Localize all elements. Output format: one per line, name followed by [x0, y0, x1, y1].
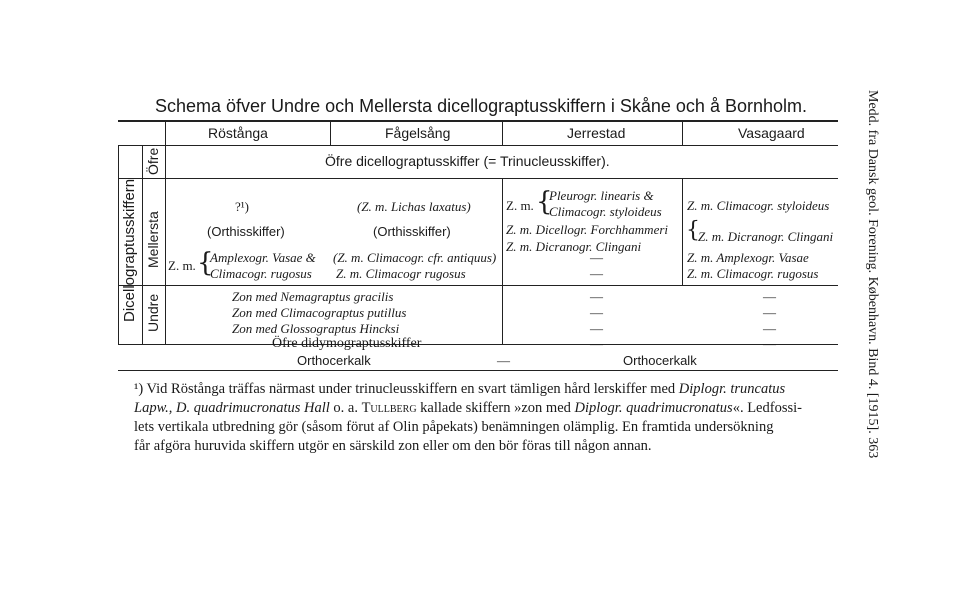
- rostanga-climacogr: Climacogr. rugosus: [210, 266, 312, 281]
- vasagaard-undre-dash-2: —: [763, 305, 776, 320]
- jerrestad-dash-2: —: [590, 266, 603, 281]
- running-head: Medd. fra Dansk geol. Forening. København. Bind 4. [1915]. 363: [865, 90, 880, 459]
- didymo-dash-jerrestad: —: [590, 336, 603, 351]
- didymograptusskiffer: Öfre didymograptusskiffer: [272, 336, 422, 351]
- jerrestad-forchhammeri: Z. m. Dicellogr. Forchhammeri: [506, 222, 669, 237]
- rostanga-amplexogr: Amplexogr. Vasae &: [210, 250, 316, 265]
- col-header-jerrestad: Jerrestad: [567, 125, 626, 141]
- col-header-vasagaard: Vasagaard: [738, 125, 805, 141]
- footnote-taxon: Lapw., D. quadrimucronatus Hall: [134, 400, 330, 416]
- fagelsang-antiquus: (Z. m. Climacogr. cfr. antiquus): [333, 250, 497, 265]
- ofre-row-rule: [118, 178, 838, 179]
- footnote-text: kallade skiffern »zon med: [416, 400, 575, 416]
- undre-row-rule: [118, 344, 838, 345]
- vasagaard-brace: {: [686, 218, 700, 243]
- footnote-line-3: lets vertikala utbredning gör (såsom förut af Olin påpekats) benämningen olämplig. En framtida undersökning: [134, 419, 774, 435]
- footnote-text: «. Ledfossi-: [732, 400, 802, 416]
- undre-zon-nemagraptus: Zon med Nemagraptus gracilis: [232, 289, 394, 304]
- rostanga-brace: {: [197, 248, 214, 278]
- table-bottom-rule: [118, 370, 838, 371]
- footnote-author: Tullberg: [361, 400, 417, 416]
- jerrestad-pleurogr: Pleurogr. linearis &: [549, 188, 654, 203]
- rostanga-note: ?¹): [235, 199, 249, 214]
- footnote-taxon: Diplogr. truncatus: [678, 381, 786, 397]
- undre-zon-climacograptus: Zon med Climacograptus putillus: [232, 305, 407, 320]
- orthocerkalk-right: Orthocerkalk: [623, 353, 697, 368]
- rostanga-zm: Z. m.: [168, 258, 196, 273]
- fagelsang-lichas: (Z. m. Lichas laxatus): [357, 199, 471, 214]
- row-label-undre: Undre: [145, 293, 161, 332]
- col-divider-2b: [502, 178, 503, 344]
- vasagaard-amplexogr: Z. m. Amplexogr. Vasae: [687, 250, 809, 265]
- jerrestad-undre-dash-2: —: [590, 305, 603, 320]
- footnote-line-2: [134, 399, 802, 418]
- vasagaard-rugosus: Z. m. Climacogr. rugosus: [687, 266, 819, 281]
- footnote-line-4: får afgöra huruvida skiffern utgör en särskild zon eller om den bör föras till någon annan.: [134, 438, 652, 454]
- undre-zon-glossograptus: Zon med Glossograptus Hincksi: [232, 321, 400, 336]
- vasagaard-undre-dash-1: —: [763, 289, 776, 304]
- jerrestad-brace: {: [536, 187, 553, 217]
- fagelsang-orthisskiffer: (Orthisskiffer): [373, 224, 451, 239]
- vasagaard-clingani: Z. m. Dicranogr. Clingani: [698, 229, 834, 244]
- col-divider-2: [502, 120, 503, 145]
- page-title: Schema öfver Undre och Mellersta dicellograptusskiffern i Skåne och å Bornholm.: [155, 96, 807, 116]
- didymo-dash-vasagaard: —: [763, 336, 776, 351]
- jerrestad-styloideus: Climacogr. styloideus: [549, 204, 662, 219]
- rostanga-orthisskiffer: (Orthisskiffer): [207, 224, 285, 239]
- orthocerkalk-left: Orthocerkalk: [297, 353, 371, 368]
- col-divider-1: [330, 120, 331, 145]
- row-label-mellersta: Mellersta: [145, 211, 161, 268]
- fagelsang-rugosus: Z. m. Climacogr rugosus: [336, 266, 466, 281]
- col-divider-3: [682, 120, 683, 145]
- jerrestad-dash-1: —: [590, 250, 603, 265]
- footnote-line-1: [134, 380, 785, 399]
- ofre-row-text: Öfre dicellograptusskiffer (= Trinucleusskiffer).: [325, 153, 610, 169]
- footnote-taxon: Diplogr. quadrimucronatus: [574, 400, 733, 416]
- row-group-label: Dicellograptusskiffern: [121, 178, 138, 322]
- col-header-fagelsang: Fågelsång: [385, 125, 451, 141]
- jerrestad-clingani: Z. m. Dicranogr. Clingani: [506, 239, 642, 254]
- orthocerkalk-dash: —: [497, 353, 510, 368]
- footnote-text: o. a.: [329, 400, 362, 416]
- row-label-ofre: Öfre: [145, 147, 161, 175]
- footnote-text: ¹) Vid Röstånga träffas närmast under trinucleusskiffern en svart tämligen hård lerskiffer med: [134, 381, 679, 397]
- jerrestad-zm: Z. m.: [506, 198, 534, 213]
- left-border: [118, 145, 119, 344]
- mellersta-row-rule: [118, 285, 838, 286]
- col-divider-3b: [682, 178, 683, 285]
- jerrestad-undre-dash-1: —: [590, 289, 603, 304]
- jerrestad-undre-dash-3: —: [590, 321, 603, 336]
- vasagaard-styloideus: Z. m. Climacogr. styloideus: [687, 198, 830, 213]
- col-header-rostanga: Röstånga: [208, 125, 268, 141]
- table-top-rule: [118, 120, 838, 122]
- table-header-rule: [118, 145, 838, 146]
- row-label-divider: [165, 120, 166, 344]
- label-col-divider: [142, 145, 143, 344]
- vasagaard-undre-dash-3: —: [763, 321, 776, 336]
